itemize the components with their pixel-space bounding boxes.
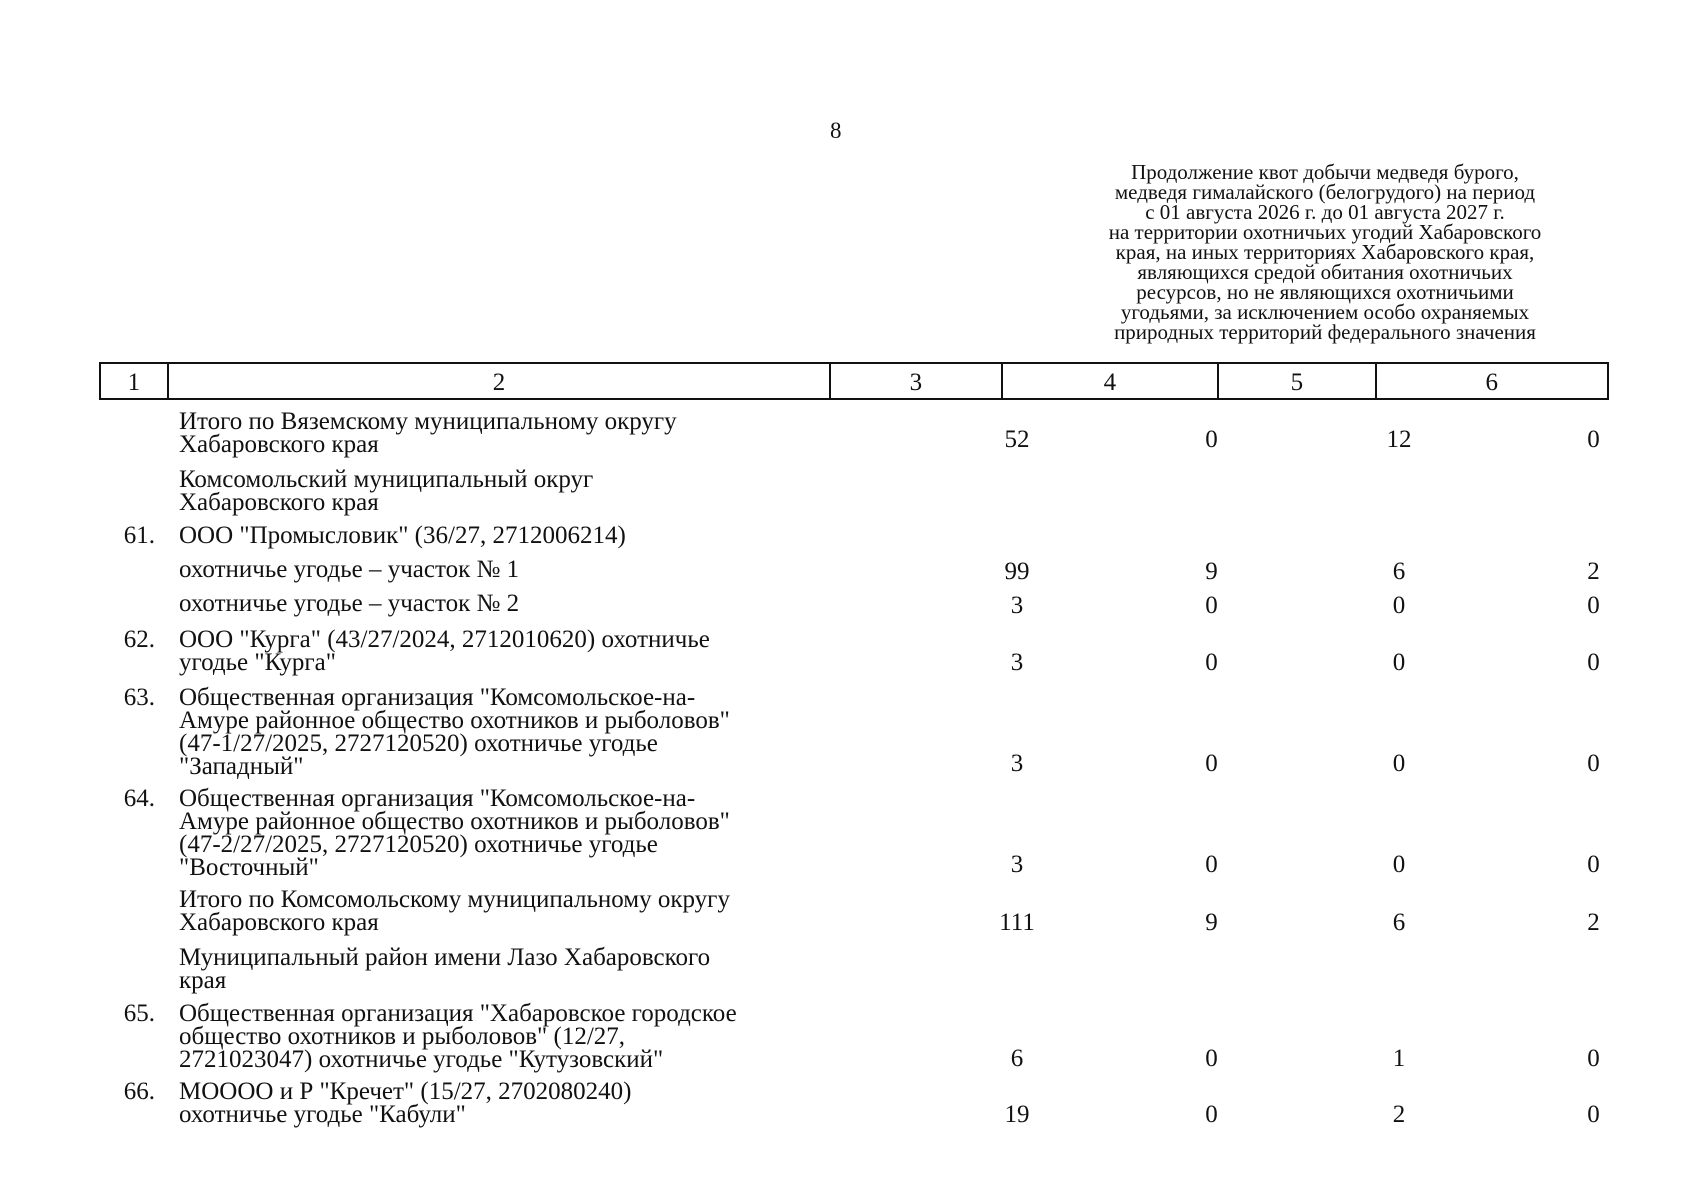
cell-col-4: 0 — [1205, 851, 1218, 878]
header-cell-6: 6 — [1485, 369, 1499, 396]
row-description-line: Общественная организация "Комсомольское-на- — [179, 684, 696, 711]
row-description-line: Общественная организация "Хабаровское городское — [179, 1000, 737, 1027]
cell-col-6: 0 — [1587, 649, 1600, 676]
row-description-line: общество охотников и рыболовов" (12/27, — [179, 1023, 626, 1050]
row-description-line: охотничье угодье "Кабули" — [179, 1101, 466, 1128]
row-description — [179, 686, 839, 778]
table-header-row — [99, 362, 1609, 400]
row-description — [179, 558, 839, 581]
row-description-line: Амуре районное общество охотников и рыболовов" — [179, 808, 730, 835]
caption-line: угодьями, за исключением особо охраняемых — [1120, 300, 1530, 324]
cell-col-6: 0 — [1587, 592, 1600, 619]
row-number: 63. — [123, 684, 155, 711]
cell-col-5: 12 — [1386, 426, 1412, 453]
cell-col-4: 0 — [1205, 592, 1218, 619]
row-description-line: ООО "Курга" (43/27/2024, 2712010620) охотничье — [179, 626, 710, 653]
row-description-line: (47-2/27/2025, 2727120520) охотничье угодье — [179, 831, 658, 858]
caption-line: природных территорий федерального значения — [1114, 320, 1536, 344]
cell-col-3: 99 — [1004, 558, 1030, 585]
cell-col-4: 0 — [1205, 750, 1218, 777]
row-description-line: "Западный" — [179, 753, 304, 780]
cell-col-6: 0 — [1587, 1101, 1600, 1128]
page-number: 8 — [830, 118, 842, 143]
header-cell-5: 5 — [1219, 364, 1377, 398]
row-description — [179, 787, 839, 879]
row-description-line: Комсомольский муниципальный округ — [179, 466, 594, 493]
row-description-line: 2721023047) охотничье угодье "Кутузовский" — [179, 1046, 664, 1073]
header-cell-2: 2 — [169, 364, 831, 398]
cell-col-6: 2 — [1587, 909, 1600, 936]
row-description-line: ООО "Промысловик" (36/27, 2712006214) — [179, 522, 626, 549]
cell-col-4: 9 — [1205, 558, 1218, 585]
cell-col-3: 3 — [1010, 649, 1024, 676]
row-description-line: Муниципальный район имени Лазо Хабаровского — [179, 944, 711, 971]
cell-col-4: 0 — [1205, 426, 1218, 453]
cell-col-6: 0 — [1587, 851, 1600, 878]
row-number: 66. — [123, 1078, 155, 1105]
row-description-line: Итого по Комсомольскому муниципальному округу — [179, 886, 730, 913]
cell-col-3: 111 — [999, 909, 1035, 936]
cell-col-6: 0 — [1587, 426, 1600, 453]
row-description — [179, 524, 839, 547]
header-cell-4: 4 — [1003, 364, 1219, 398]
row-description-line: МОООО и Р "Кречет" (15/27, 2702080240) — [179, 1078, 632, 1105]
cell-col-3: 3 — [1010, 750, 1024, 777]
caption-line: Продолжение квот добычи медведя бурого, — [1131, 160, 1519, 184]
row-description-line: Итого по Вяземскому муниципальному округу — [179, 408, 677, 435]
row-description — [179, 1002, 839, 1071]
row-description-line: Хабаровского края — [179, 431, 379, 458]
cell-col-5: 6 — [1392, 558, 1406, 585]
cell-col-5: 1 — [1392, 1045, 1406, 1072]
cell-col-5: 0 — [1392, 851, 1406, 878]
cell-col-4: 9 — [1205, 909, 1218, 936]
row-description — [179, 410, 839, 456]
row-description-line: угодье "Курга" — [179, 649, 336, 676]
caption-line: медведя гималайского (белогрудого) на период — [1114, 180, 1536, 204]
row-description — [179, 888, 839, 934]
row-description — [179, 946, 839, 992]
row-description-line: охотничье угодье – участок № 1 — [179, 556, 520, 583]
row-description — [179, 628, 839, 674]
cell-col-3: 3 — [1010, 851, 1024, 878]
caption-line: на территории охотничьих угодий Хабаровского — [1108, 220, 1542, 244]
row-description-line: (47-1/27/2025, 2727120520) охотничье угодье — [179, 730, 658, 757]
caption-line: ресурсов, но не являющихся охотничьими — [1136, 280, 1514, 304]
row-number: 61. — [123, 522, 155, 549]
row-description — [179, 468, 839, 514]
header-cell-3: 3 — [831, 364, 1003, 398]
cell-col-5: 0 — [1392, 750, 1406, 777]
row-description-line: Амуре районное общество охотников и рыболовов" — [179, 707, 730, 734]
caption-line: края, на иных территориях Хабаровского края, — [1115, 240, 1535, 264]
cell-col-5: 0 — [1392, 592, 1406, 619]
cell-col-3: 6 — [1010, 1045, 1024, 1072]
table-caption — [1055, 162, 1595, 342]
cell-col-4: 0 — [1205, 1045, 1218, 1072]
cell-col-5: 0 — [1392, 649, 1406, 676]
row-number: 65. — [123, 1000, 155, 1027]
row-description-line: края — [179, 967, 227, 994]
cell-col-4: 0 — [1205, 1101, 1218, 1128]
row-number: 64. — [123, 785, 155, 812]
header-cell-1: 1 — [101, 364, 169, 398]
cell-col-3: 52 — [1004, 426, 1030, 453]
row-description-line: Общественная организация "Комсомольское-на- — [179, 785, 696, 812]
row-number: 62. — [123, 626, 155, 653]
row-description — [179, 1080, 839, 1126]
caption-line: являющихся средой обитания охотничьих — [1137, 260, 1513, 284]
row-description-line: Хабаровского края — [179, 489, 379, 516]
cell-col-6: 2 — [1587, 558, 1600, 585]
cell-col-6: 0 — [1587, 1045, 1600, 1072]
cell-col-3: 19 — [1004, 1101, 1030, 1128]
cell-col-4: 0 — [1205, 649, 1218, 676]
row-description — [179, 592, 839, 615]
row-description-line: охотничье угодье – участок № 2 — [179, 590, 520, 617]
cell-col-6: 0 — [1587, 750, 1600, 777]
row-description-line: "Восточный" — [179, 854, 319, 881]
cell-col-5: 6 — [1392, 909, 1406, 936]
cell-col-3: 3 — [1010, 592, 1024, 619]
caption-line: с 01 августа 2026 г. до 01 августа 2027 г. — [1145, 200, 1505, 224]
row-description-line: Хабаровского края — [179, 909, 379, 936]
cell-col-5: 2 — [1392, 1101, 1406, 1128]
